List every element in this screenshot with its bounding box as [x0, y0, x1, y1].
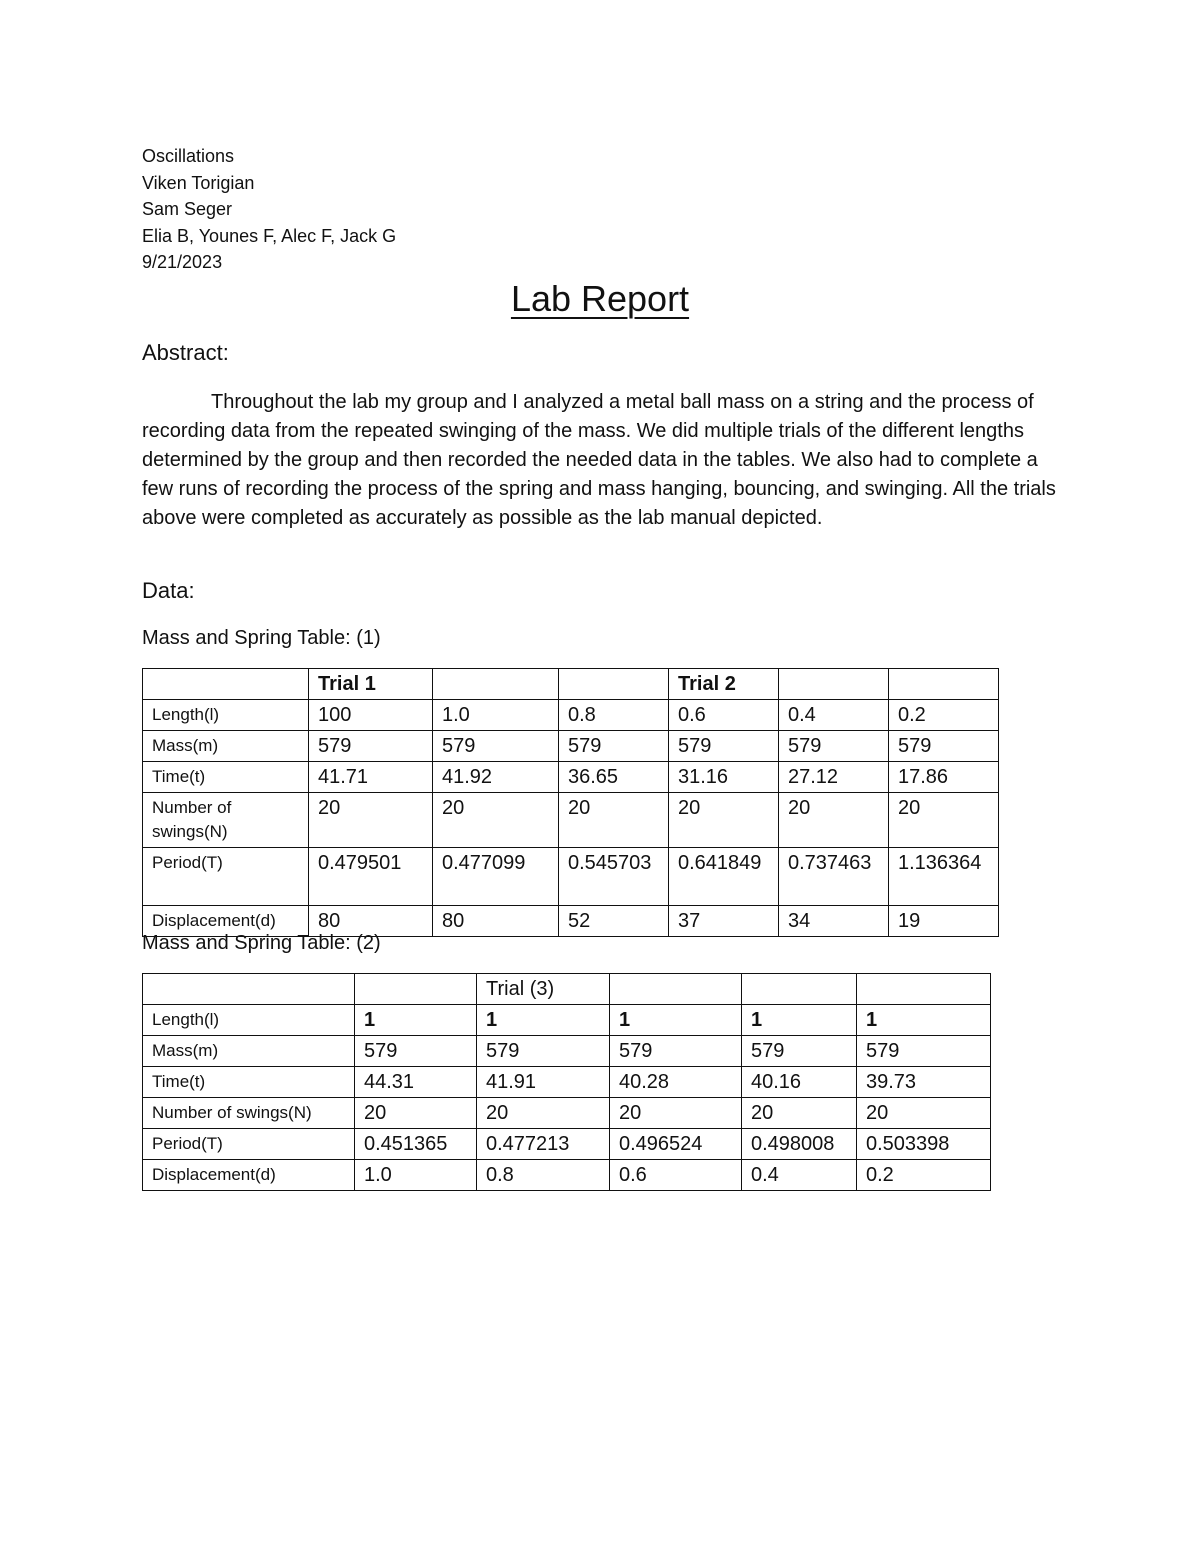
table-cell: 0.479501	[309, 848, 433, 906]
table-row	[143, 848, 999, 906]
table-cell: 80	[309, 906, 433, 937]
table-cell: 20	[742, 1098, 857, 1129]
table-cell: 52	[559, 906, 669, 937]
table-cell: 0.4	[742, 1160, 857, 1191]
mass-spring-table-1	[142, 668, 999, 937]
table-cell: 19	[889, 906, 999, 937]
table-cell: 34	[779, 906, 889, 937]
table-cell: 40.28	[610, 1067, 742, 1098]
table-header-cell: Trial 1	[309, 669, 433, 700]
table-cell	[559, 669, 669, 700]
table-cell: 39.73	[857, 1067, 991, 1098]
table-cell: 41.71	[309, 762, 433, 793]
table2-caption: Mass and Spring Table: (2)	[142, 932, 381, 954]
table-cell	[355, 974, 477, 1005]
table-cell: 20	[779, 793, 889, 848]
table-cell: 0.451365	[355, 1129, 477, 1160]
table1-caption: Mass and Spring Table: (1)	[142, 627, 381, 649]
abstract-body	[142, 388, 1067, 533]
table-row	[143, 762, 999, 793]
table-row	[143, 1036, 991, 1067]
table-cell: 579	[559, 731, 669, 762]
table-header-row	[143, 669, 999, 700]
row-label: Time(t)	[143, 1067, 355, 1098]
table-cell	[143, 974, 355, 1005]
table-cell: 0.477213	[477, 1129, 610, 1160]
table-cell: 1	[610, 1005, 742, 1036]
table-cell: 0.737463	[779, 848, 889, 906]
table-cell: 41.92	[433, 762, 559, 793]
date-line: 9/21/2023	[142, 252, 223, 272]
table-cell: 41.91	[477, 1067, 610, 1098]
table-cell: 0.545703	[559, 848, 669, 906]
partner-line: Sam Seger	[142, 199, 233, 219]
table-cell: 579	[610, 1036, 742, 1067]
table-cell: 579	[779, 731, 889, 762]
table-header-cell: Trial 2	[669, 669, 779, 700]
table-cell: 20	[477, 1098, 610, 1129]
table-cell: 579	[355, 1036, 477, 1067]
table-row	[143, 1005, 991, 1036]
row-label: Length(l)	[143, 700, 309, 731]
page-title	[0, 278, 1200, 320]
table-cell: 1	[857, 1005, 991, 1036]
mass-spring-table-2	[142, 973, 991, 1191]
topic-line: Oscillations	[142, 146, 235, 166]
table-cell: 0.498008	[742, 1129, 857, 1160]
table-cell: 0.8	[559, 700, 669, 731]
group-line: Elia B, Younes F, Alec F, Jack G	[142, 225, 397, 246]
row-label: Number of swings(N)	[143, 793, 309, 848]
table-cell: 0.496524	[610, 1129, 742, 1160]
table-cell: 20	[857, 1098, 991, 1129]
table-cell: 20	[889, 793, 999, 848]
table-cell: 36.65	[559, 762, 669, 793]
row-label: Period(T)	[143, 1129, 355, 1160]
table-row	[143, 1098, 991, 1129]
row-label: Number of swings(N)	[143, 1098, 355, 1129]
table-cell: 20	[610, 1098, 742, 1129]
table-header-row	[143, 974, 991, 1005]
author-line: Viken Torigian	[142, 172, 255, 193]
document-header	[142, 143, 396, 276]
row-label: Length(l)	[143, 1005, 355, 1036]
table-cell: 20	[669, 793, 779, 848]
table-cell: 20	[433, 793, 559, 848]
table-cell: 579	[433, 731, 559, 762]
table-row	[143, 1067, 991, 1098]
table-cell: 0.503398	[857, 1129, 991, 1160]
table-cell: 27.12	[779, 762, 889, 793]
table-cell: 579	[309, 731, 433, 762]
table-cell: 37	[669, 906, 779, 937]
table-cell: 0.477099	[433, 848, 559, 906]
row-label: Displacement(d)	[143, 906, 309, 937]
table-cell: 1.0	[355, 1160, 477, 1191]
table-cell	[779, 669, 889, 700]
data-heading: Data:	[142, 578, 195, 603]
table-cell: 20	[355, 1098, 477, 1129]
table-cell: 44.31	[355, 1067, 477, 1098]
table-cell	[742, 974, 857, 1005]
abstract-heading: Abstract:	[142, 340, 229, 365]
table-cell: 100	[309, 700, 433, 731]
table-cell	[857, 974, 991, 1005]
table-cell: 0.641849	[669, 848, 779, 906]
table-cell	[610, 974, 742, 1005]
row-label: Period(T)	[143, 848, 309, 906]
table-cell: 0.2	[889, 700, 999, 731]
table-cell: 0.6	[610, 1160, 742, 1191]
table-cell	[889, 669, 999, 700]
table-cell: 20	[559, 793, 669, 848]
table-cell: 40.16	[742, 1067, 857, 1098]
table-cell: 579	[857, 1036, 991, 1067]
table-cell	[143, 669, 309, 700]
table-cell: 1.0	[433, 700, 559, 731]
table-cell: 579	[889, 731, 999, 762]
row-label: Mass(m)	[143, 731, 309, 762]
table-cell: 31.16	[669, 762, 779, 793]
table-cell: 0.6	[669, 700, 779, 731]
table-cell: 579	[742, 1036, 857, 1067]
table-row	[143, 793, 999, 848]
row-label: Mass(m)	[143, 1036, 355, 1067]
row-label: Displacement(d)	[143, 1160, 355, 1191]
table-cell: 17.86	[889, 762, 999, 793]
table-cell: 80	[433, 906, 559, 937]
page-title-text: Lab Report	[510, 278, 690, 319]
table-cell	[433, 669, 559, 700]
table-cell: 0.8	[477, 1160, 610, 1191]
abstract-paragraph: Throughout the lab my group and I analyzed a metal ball mass on a string and the process of recording data from the repeated swinging of the mass. We did multiple trials of the different lengths determined by the group and then recorded the needed data in the tables. We also had to complete a few runs of recording the process of the spring and mass hanging, bouncing, and swinging. All the trials above were completed as accurately as possible as the lab manual depicted.	[142, 391, 1056, 529]
table-cell: 579	[477, 1036, 610, 1067]
table-cell: 1	[742, 1005, 857, 1036]
table-cell: 20	[309, 793, 433, 848]
table-cell: 1.136364	[889, 848, 999, 906]
row-label: Time(t)	[143, 762, 309, 793]
table-cell: 0.2	[857, 1160, 991, 1191]
table-header-cell: Trial (3)	[477, 974, 610, 1005]
table-cell: 0.4	[779, 700, 889, 731]
table-row	[143, 1129, 991, 1160]
table-row	[143, 731, 999, 762]
table-cell: 579	[669, 731, 779, 762]
table-cell: 1	[355, 1005, 477, 1036]
table-cell: 1	[477, 1005, 610, 1036]
table-row	[143, 700, 999, 731]
table-row	[143, 1160, 991, 1191]
